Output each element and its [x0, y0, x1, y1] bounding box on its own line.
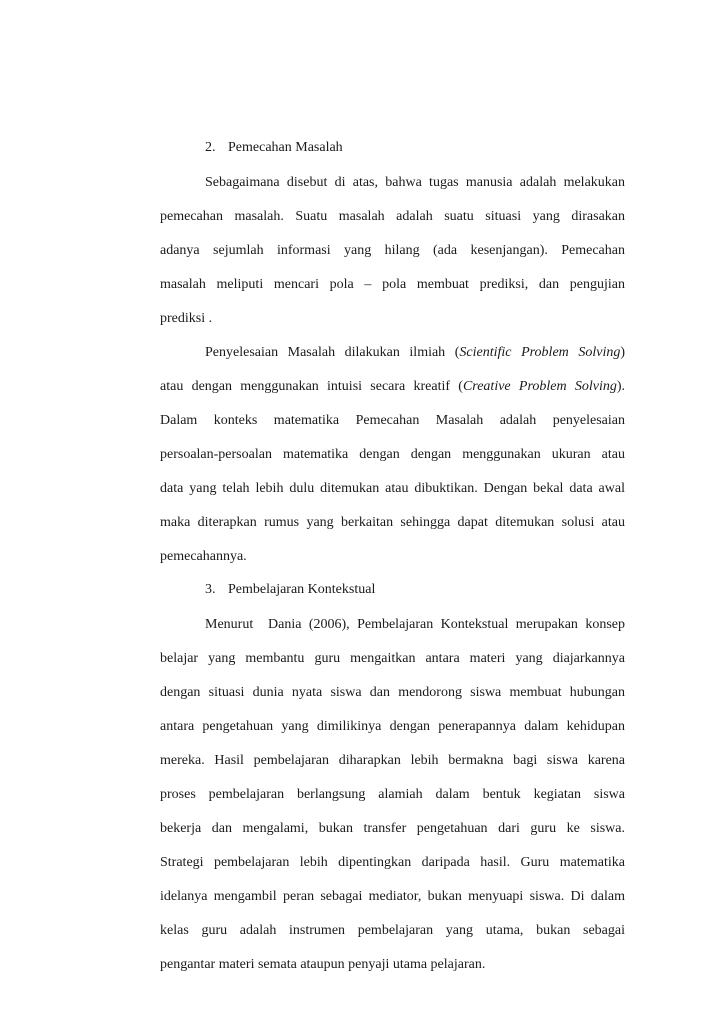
text-line: adanya sejumlah informasi yang hilang (ada kesenjangan). Pemecahan — [160, 243, 625, 258]
text-segment: ) — [620, 345, 626, 360]
text-line: belajar yang membantu guru mengaitkan antara materi yang diajarkannya — [160, 651, 625, 666]
text-line: data yang telah lebih dulu ditemukan atau dibuktikan. Dengan bekal data awal — [160, 481, 625, 496]
text-line: dengan situasi dunia nyata siswa dan mendorong siswa membuat hubungan — [160, 685, 625, 700]
text-line: maka diterapkan rumus yang berkaitan sehingga dapat ditemukan solusi atau — [160, 515, 625, 530]
text-line: kelas guru adalah instrumen pembelajaran yang utama, bukan sebagai — [160, 923, 625, 938]
text-line: persoalan-persoalan matematika dengan dengan menggunakan ukuran atau — [160, 447, 625, 462]
text-line: masalah meliputi mencari pola – pola membuat prediksi, dan pengujian — [160, 277, 625, 292]
text-segment: ). — [616, 379, 625, 394]
section-title: Pemecahan Masalah — [228, 140, 343, 155]
text-line: antara pengetahuan yang dimilikinya dengan penerapannya dalam kehidupan — [160, 719, 625, 734]
italic-term: Scientific Problem Solving — [459, 345, 621, 360]
text-line: idelanya mengambil peran sebagai mediator, bukan menyuapi siswa. Di dalam — [160, 889, 625, 904]
text-line: mereka. Hasil pembelajaran diharapkan lebih bermakna bagi siswa karena — [160, 753, 625, 768]
text-line: pengantar materi semata ataupun penyaji utama pelajaran. — [160, 957, 486, 972]
text-line — [205, 344, 625, 362]
text-line: prediksi . — [160, 311, 213, 326]
text-line: Strategi pembelajaran lebih dipentingkan daripada hasil. Guru matematika — [160, 855, 625, 870]
text-line: Sebagaimana disebut di atas, bahwa tugas manusia adalah melakukan — [205, 175, 625, 190]
text-line: bekerja dan mengalami, bukan transfer pengetahuan dari guru ke siswa. — [160, 821, 625, 836]
section-heading — [205, 139, 343, 157]
text-line: Dalam konteks matematika Pemecahan Masalah adalah penyelesaian — [160, 413, 625, 428]
section-number: 2. — [205, 140, 216, 155]
text-line: Menurut Dania (2006), Pembelajaran Kontekstual merupakan konsep — [205, 617, 625, 632]
section-number: 3. — [205, 582, 216, 597]
italic-term: Creative Problem Solving — [462, 379, 617, 394]
text-line: pemecahannya. — [160, 549, 247, 564]
text-segment: atau dengan menggunakan intuisi secara kreatif ( — [160, 379, 463, 394]
section-heading — [205, 581, 375, 599]
text-line — [160, 378, 625, 396]
section-title: Pembelajaran Kontekstual — [228, 582, 376, 597]
text-segment: Penyelesaian Masalah dilakukan ilmiah ( — [205, 345, 460, 360]
text-line: pemecahan masalah. Suatu masalah adalah suatu situasi yang dirasakan — [160, 209, 625, 224]
text-line: proses pembelajaran berlangsung alamiah dalam bentuk kegiatan siswa — [160, 787, 625, 802]
